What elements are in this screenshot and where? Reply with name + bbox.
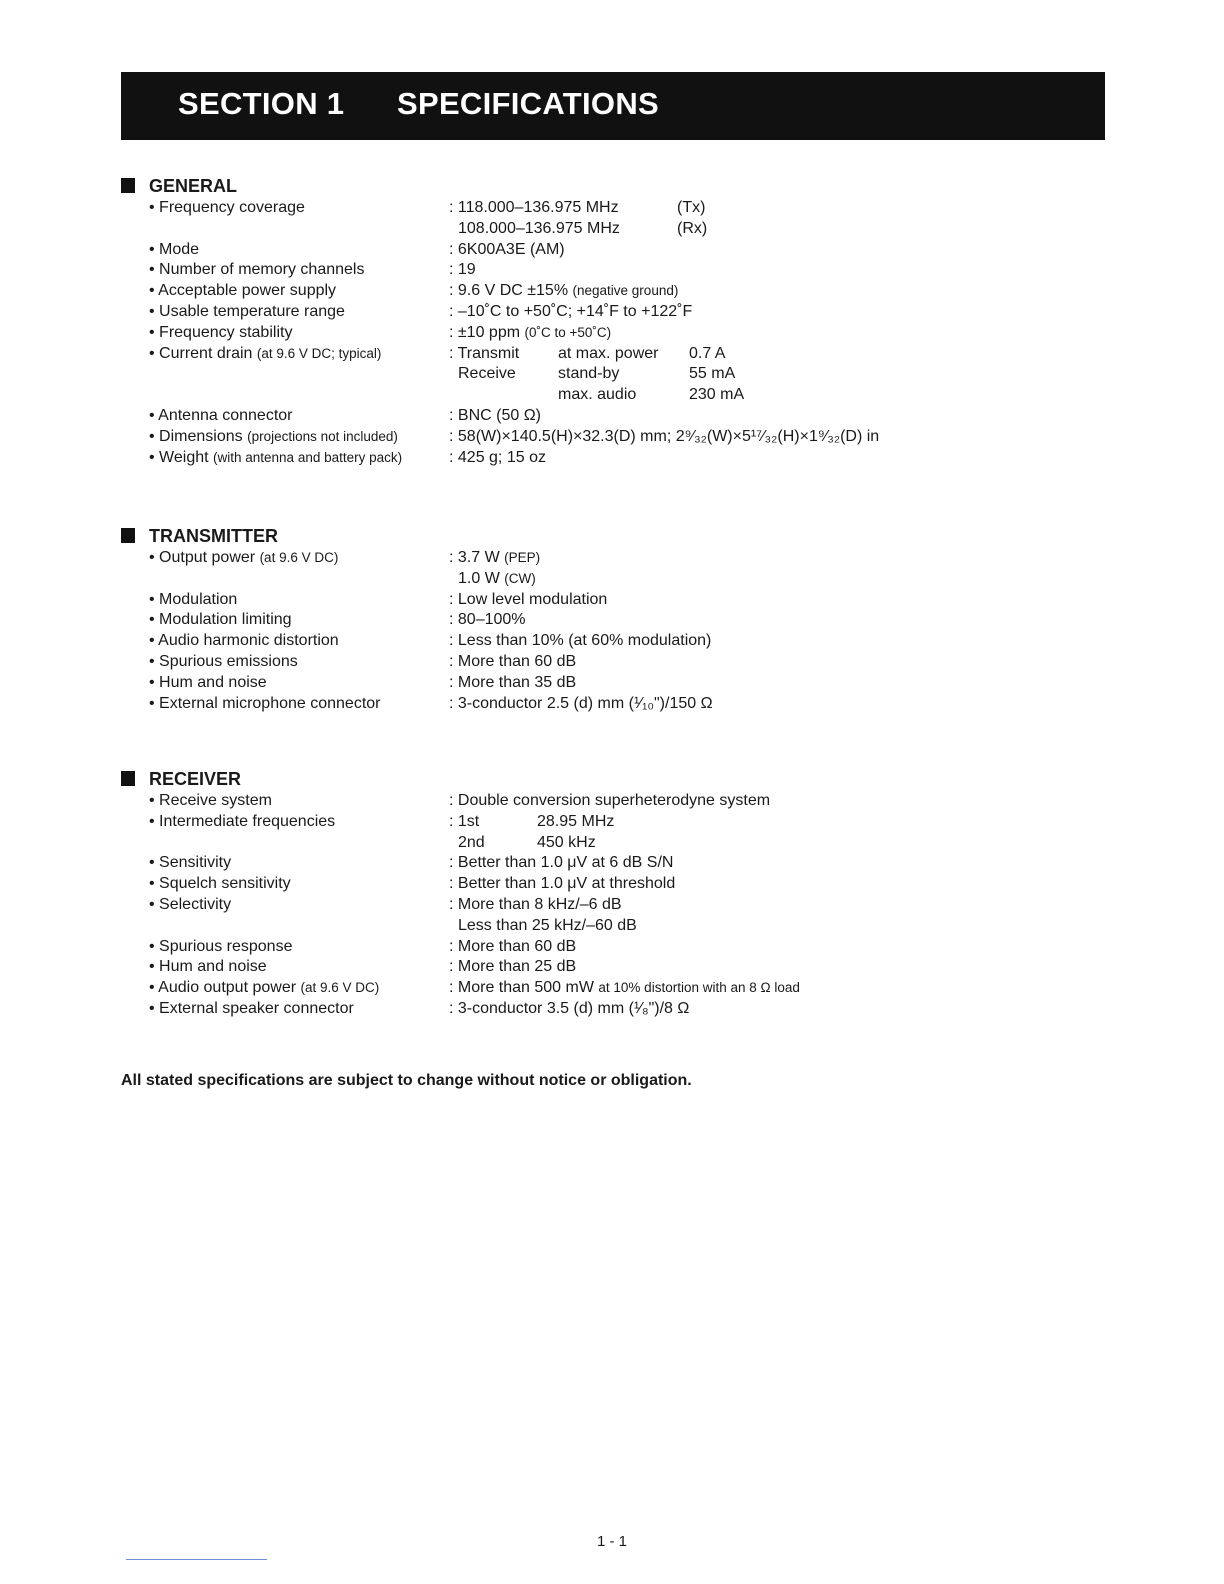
square-bullet-icon bbox=[121, 528, 135, 543]
square-bullet-icon bbox=[121, 771, 135, 786]
square-bullet-icon bbox=[121, 178, 135, 193]
specifications-notice: All stated specifications are subject to change without notice or obligation. bbox=[121, 1072, 692, 1089]
section-header-banner bbox=[121, 72, 1105, 140]
section-title: SPECIFICATIONS bbox=[397, 86, 659, 121]
page-number: 1 - 1 bbox=[597, 1533, 628, 1550]
section-number: SECTION 1 bbox=[178, 86, 345, 121]
footer-rule bbox=[126, 1559, 267, 1560]
